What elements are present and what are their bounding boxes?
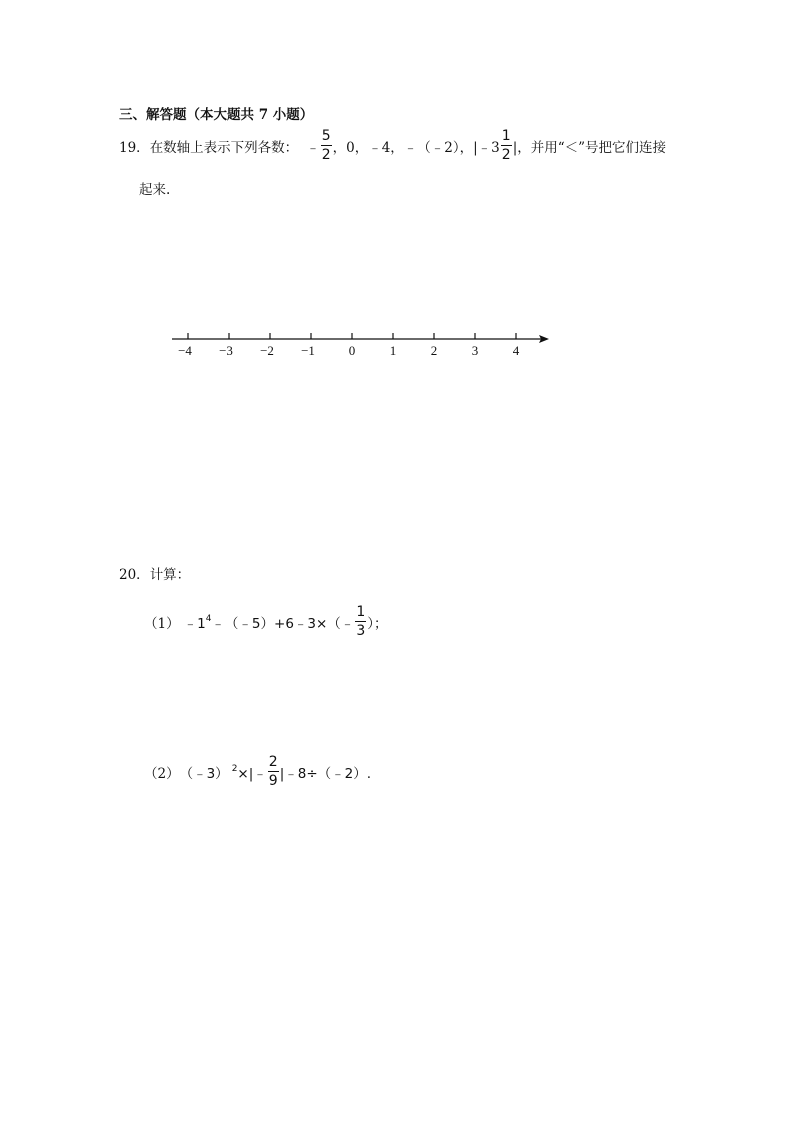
part-label: （2） [144,765,180,782]
negative-sign: ﹣ [306,139,320,156]
fraction-one-third [355,605,366,638]
question-20 [119,563,190,583]
number-line-tick-label: 1 [389,343,397,358]
fraction-denominator: 3 [356,623,366,639]
question-19-continuation: 起来. [139,182,171,198]
number-line-ticks [178,333,520,358]
exponent: 2 [231,763,238,774]
question-20-part-1 [144,605,387,638]
fraction-one-half [501,129,512,162]
fraction-denominator: 9 [268,773,278,789]
question-19 [119,129,666,162]
number-list-text: ，0，﹣4，﹣（﹣2），|﹣3 [332,139,500,156]
number-line-tick-label: 3 [471,343,479,358]
question-20-part-2 [144,755,371,788]
expression-part: （﹣3） [179,765,229,782]
number-line-tick-label: −4 [178,343,192,358]
part-label: （1） [144,615,180,632]
number-line-tick-label: −2 [260,343,274,358]
fraction-denominator: 2 [321,147,331,163]
expression-part: ×|﹣ [237,765,267,782]
fraction-two-ninths [268,755,279,788]
number-line-tick-label: 4 [512,343,520,358]
expression-part: |﹣8÷（﹣2）. [279,765,372,782]
exponent: 4 [205,613,212,624]
question-suffix: |，并用“＜”号把它们连接 [512,139,667,156]
number-line-tick-label: −1 [301,343,315,358]
number-line-tick-label: −3 [219,343,233,358]
number-line-tick-label: 0 [348,343,356,358]
question-prefix: 在数轴上表示下列各数： [149,139,299,156]
fraction-numerator: 2 [268,754,278,770]
question-prompt: 计算： [149,567,191,583]
expression-part: ﹣1 [183,615,206,632]
fraction-numerator: 1 [356,604,366,620]
section-title: 三、解答题（本大题共 7 小题） [119,107,314,123]
fraction-five-halves [321,129,332,162]
question-number: 20． [119,567,150,583]
fraction-numerator: 1 [501,128,511,144]
number-line [160,318,560,366]
expression-part: ）； [367,615,388,632]
question-number: 19． [119,139,150,156]
number-line-tick-label: 2 [430,343,438,358]
expression-part: ﹣（﹣5）+6﹣3×（﹣ [211,615,355,632]
fraction-denominator: 2 [501,147,511,163]
fraction-numerator: 5 [321,128,331,144]
